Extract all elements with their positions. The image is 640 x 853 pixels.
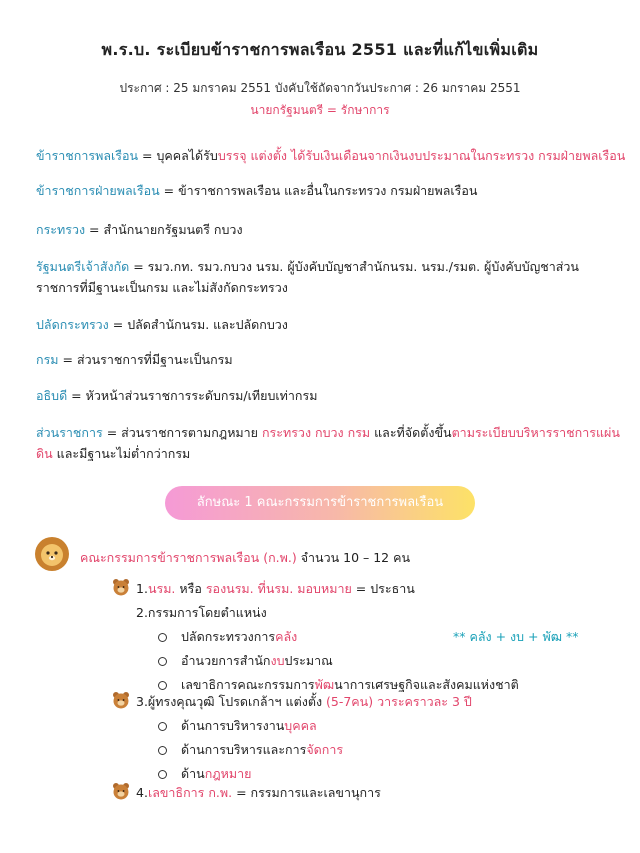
lion-icon (34, 536, 70, 572)
ex-officio-item (158, 651, 333, 671)
member-secretary (136, 783, 381, 803)
item-text: ประมาณ (284, 653, 333, 668)
definition-civil-side (36, 181, 477, 201)
definition-text: = สำนักนายกรัฐมนตรี กบวง (85, 222, 243, 237)
term: ปลัดกระทรวง (36, 317, 109, 332)
section-pill: ลักษณะ 1 คณะกรรมการข้าราชการพลเรือน (165, 486, 475, 520)
item-highlight: คลัง (275, 629, 298, 644)
definition-ministry (36, 220, 243, 240)
acting-pm: นายกรัฐมนตรี = รักษาการ (250, 103, 390, 117)
definition-director-general (36, 386, 317, 406)
item-text: ด้านการบริหารงาน (181, 718, 285, 733)
bear-icon (112, 691, 130, 709)
term: กรม (36, 352, 59, 367)
bullet-icon (158, 681, 167, 690)
definition-text: = หัวหน้าส่วนราชการระดับกรม/เทียบเท่ากรม (67, 388, 318, 403)
definition-civil-servant (36, 146, 625, 166)
mnemonic-note: ** คลัง + งบ + พัฒ ** (453, 629, 579, 644)
item-number: 4. (136, 785, 148, 800)
expert-field (158, 764, 251, 784)
definition-highlight: ตามระเบียบบริหารราชการแผ่นดิน (36, 425, 620, 461)
item-highlight: พัฒ (314, 677, 335, 692)
expert-field (158, 740, 343, 760)
definition-text: = ส่วนราชการตามกฎหมาย (102, 425, 262, 440)
bullet-icon (158, 722, 167, 731)
definition-text: = ข้าราชการพลเรือน และอื่นในกระทรวง กรมฝ่ายพลเรือน (159, 183, 478, 198)
item-highlight: นรม. (147, 581, 176, 596)
bullet-icon (158, 770, 167, 779)
item-highlight: งบ (270, 653, 285, 668)
item-number: 1. (136, 581, 148, 596)
bullet-icon (158, 746, 167, 755)
page-title: พ.ร.บ. ระเบียบข้าราชการพลเรือน 2551 และที่แก้ไขเพิ่มเติม (101, 40, 539, 59)
definition-department (36, 350, 233, 370)
item-highlight: กฎหมาย (204, 766, 252, 781)
item-text: ปลัดกระทรวงการ (181, 629, 276, 644)
committee-heading (80, 548, 410, 568)
definition-text: และที่จัดตั้งขึ้น (370, 425, 452, 440)
definition-text: = รมว.กท. รมว.กบวง นรม. ผู้บังคับบัญชาสำนักนรม. นรม./รมต. ผู้บังคับบัญชาส่วนราชการที่มีฐานะเป็นกรม และไม่สังกัดกระทรวง (36, 259, 579, 295)
item-text: 3.ผู้ทรงคุณวุฒิ โปรดเกล้าฯ แต่งตั้ง (136, 694, 327, 709)
bullet-icon (158, 657, 167, 666)
member-experts (136, 692, 472, 712)
definition-text: = บุคคลได้รับ (138, 148, 218, 163)
item-highlight: (5-7คน) วาระคราวละ 3 ปี (326, 694, 472, 709)
bear-icon (112, 782, 130, 800)
committee-count: จำนวน 10 – 12 คน (296, 550, 411, 565)
item-text: อำนวยการสำนัก (181, 653, 271, 668)
term: รัฐมนตรีเจ้าสังกัด (36, 259, 130, 274)
item-text: = กรรมการและเลขานุการ (232, 785, 381, 800)
expert-field (158, 716, 317, 736)
item-text: เลขาธิการคณะกรรมการ (181, 677, 315, 692)
definition-minister (36, 256, 621, 298)
item-text: หรือ (175, 581, 206, 596)
member-ex-officio: 2.กรรมการโดยตำแหน่ง (136, 605, 267, 620)
member-chairman (136, 579, 415, 599)
item-text: นาการเศรษฐกิจและสังคมแห่งชาติ (334, 677, 519, 692)
definition-government-agency (36, 422, 621, 464)
bullet-icon (158, 633, 167, 642)
definition-text: = ส่วนราชการที่มีฐานะเป็นกรม (58, 352, 233, 367)
term: อธิบดี (36, 388, 68, 403)
announce-date: ประกาศ : 25 มกราคม 2551 บังคับใช้ถัดจากวันประกาศ : 26 มกราคม 2551 (119, 81, 521, 95)
item-highlight: รองนรม. ที่นรม. มอบหมาย (205, 581, 352, 596)
term: ข้าราชการฝ่ายพลเรือน (36, 183, 160, 198)
term: ส่วนราชการ (36, 425, 103, 440)
definition-permanent-secretary (36, 315, 288, 335)
item-text: = ประธาน (351, 581, 415, 596)
definition-highlight: บรรจุ แต่งตั้ง ได้รับเงินเดือนจากเงินงบประมาณในกระทรวง กรมฝ่ายพลเรือน (217, 148, 626, 163)
item-highlight: จัดการ (306, 742, 344, 757)
item-highlight: เลขาธิการ ก.พ. (147, 785, 233, 800)
ex-officio-item (158, 627, 297, 647)
definition-text: = ปลัดสำนักนรม. และปลัดกบวง (108, 317, 288, 332)
term: ข้าราชการพลเรือน (36, 148, 139, 163)
definition-highlight: กระทรวง กบวง กรม (261, 425, 371, 440)
item-highlight: บุคคล (284, 718, 317, 733)
committee-name: คณะกรรมการข้าราชการพลเรือน (ก.พ.) (80, 550, 297, 565)
definition-text: และมีฐานะไม่ต่ำกว่ากรม (52, 446, 191, 461)
bear-icon (112, 578, 130, 596)
term: กระทรวง (36, 222, 86, 237)
item-text: ด้านการบริหารและการ (181, 742, 307, 757)
item-text: ด้าน (181, 766, 205, 781)
